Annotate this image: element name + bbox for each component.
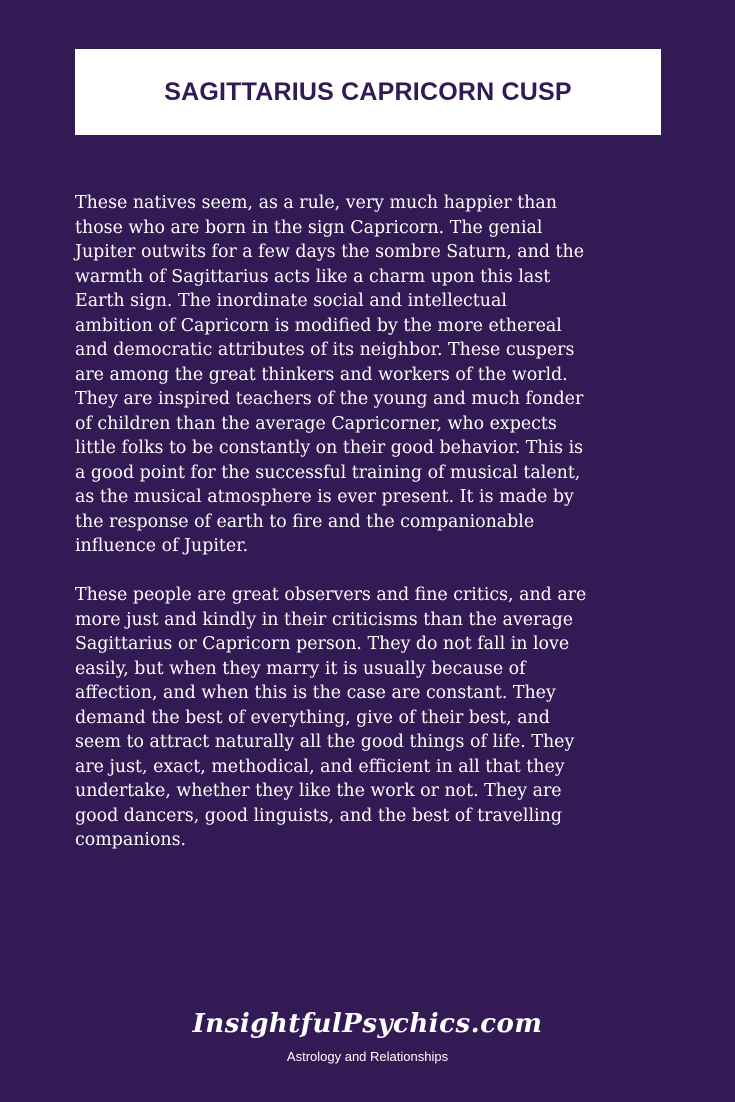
- site-logo: InsightfulPsychics.com: [192, 1009, 543, 1039]
- page-title: SAGITTARIUS CAPRICORN CUSP: [164, 77, 572, 106]
- article-body: [75, 191, 665, 877]
- footer-branding: [0, 1008, 735, 1064]
- paragraph-1: These natives seem, as a rule, very much happier than those who are born in the sign Capricorn. The genial Jupiter outwits for a few days the sombre Saturn, and the warmth of Sagittarius acts like a charm upon this last Earth sign. The inordinate social and intellectual ambition of Capricorn is modified by the more ethereal and democratic attributes of its neighbor. These cuspers are among the great thinkers and workers of the world. They are inspired teachers of the young and much fonder of children than the average Capricorner, who expects little folks to be constantly on their good behavior. This is a good point for the successful training of musical talent, as the musical atmosphere is ever present. It is made by the response of earth to fire and the companionable influence of Jupiter.: [75, 193, 585, 556]
- paragraph-2: These people are great observers and fine critics, and are more just and kindly in their criticisms than the average Sagittarius or Capricorn person. They do not fall in love easily, but when they marry it is usually because of affection, and when this is the case are constant. They demand the best of everything, give of their best, and seem to attract naturally all the good things of life. They are just, exact, methodical, and efficient in all that they undertake, whether they like the work or not. They are good dancers, good linguists, and the best of travelling companions.: [75, 585, 587, 850]
- title-banner: [75, 49, 661, 135]
- site-tagline: Astrology and Relationships: [286, 1049, 449, 1064]
